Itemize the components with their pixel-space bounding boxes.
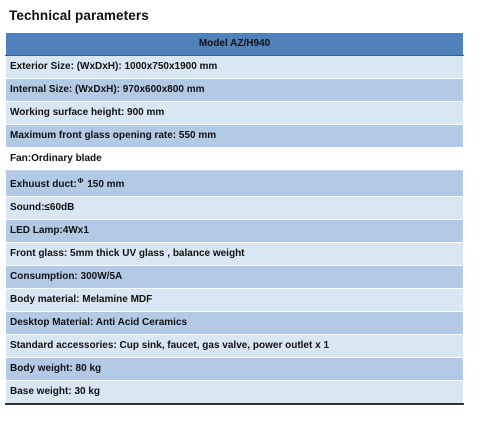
table-row — [6, 102, 464, 125]
spec-led-lamp: LED Lamp:4Wx1 — [6, 220, 464, 243]
spec-body-weight: Body weight: 80 kg — [6, 358, 464, 381]
spec-internal-size: Internal Size: (WxDxH): 970x600x800 mm — [6, 79, 464, 102]
spec-exhaust-duct — [6, 171, 464, 197]
spec-base-weight: Base weight: 30 kg — [6, 381, 464, 405]
spec-fan: Fan:Ordinary blade — [6, 148, 464, 171]
spec-exhaust-duct-value: 150 mm — [84, 179, 125, 190]
table-row — [6, 220, 464, 243]
table-row — [6, 125, 464, 148]
technical-parameters-table — [5, 32, 464, 405]
diameter-symbol: Φ — [77, 178, 84, 185]
table-row — [6, 148, 464, 171]
spec-exterior-size: Exterior Size: (WxDxH): 1000x750x1900 mm — [6, 56, 464, 79]
spec-sound: Sound:≤60dB — [6, 197, 464, 220]
spec-standard-accessories: Standard accessories: Cup sink, faucet, gas valve, power outlet x 1 — [6, 335, 464, 358]
table-row — [6, 381, 464, 405]
spec-working-surface-height: Working surface height: 900 mm — [6, 102, 464, 125]
table-row — [6, 79, 464, 102]
table-row — [6, 289, 464, 312]
spec-desktop-material: Desktop Material: Anti Acid Ceramics — [6, 312, 464, 335]
table-row — [6, 243, 464, 266]
table-row — [6, 358, 464, 381]
page-title: Technical parameters — [9, 8, 149, 23]
spec-exhaust-duct-label: Exhuust duct: — [10, 179, 77, 190]
spec-front-glass: Front glass: 5mm thick UV glass , balance weight — [6, 243, 464, 266]
table-row — [6, 266, 464, 289]
table-row — [6, 171, 464, 197]
spec-consumption: Consumption: 300W/5A — [6, 266, 464, 289]
table-row — [6, 312, 464, 335]
table-row — [6, 56, 464, 79]
spec-front-glass-opening: Maximum front glass opening rate: 550 mm — [6, 125, 464, 148]
table-row — [6, 335, 464, 358]
spec-body-material: Body material: Melamine MDF — [6, 289, 464, 312]
table-header-row — [6, 33, 464, 56]
model-header-cell: Model AZ/H940 — [6, 33, 464, 56]
table-row — [6, 197, 464, 220]
